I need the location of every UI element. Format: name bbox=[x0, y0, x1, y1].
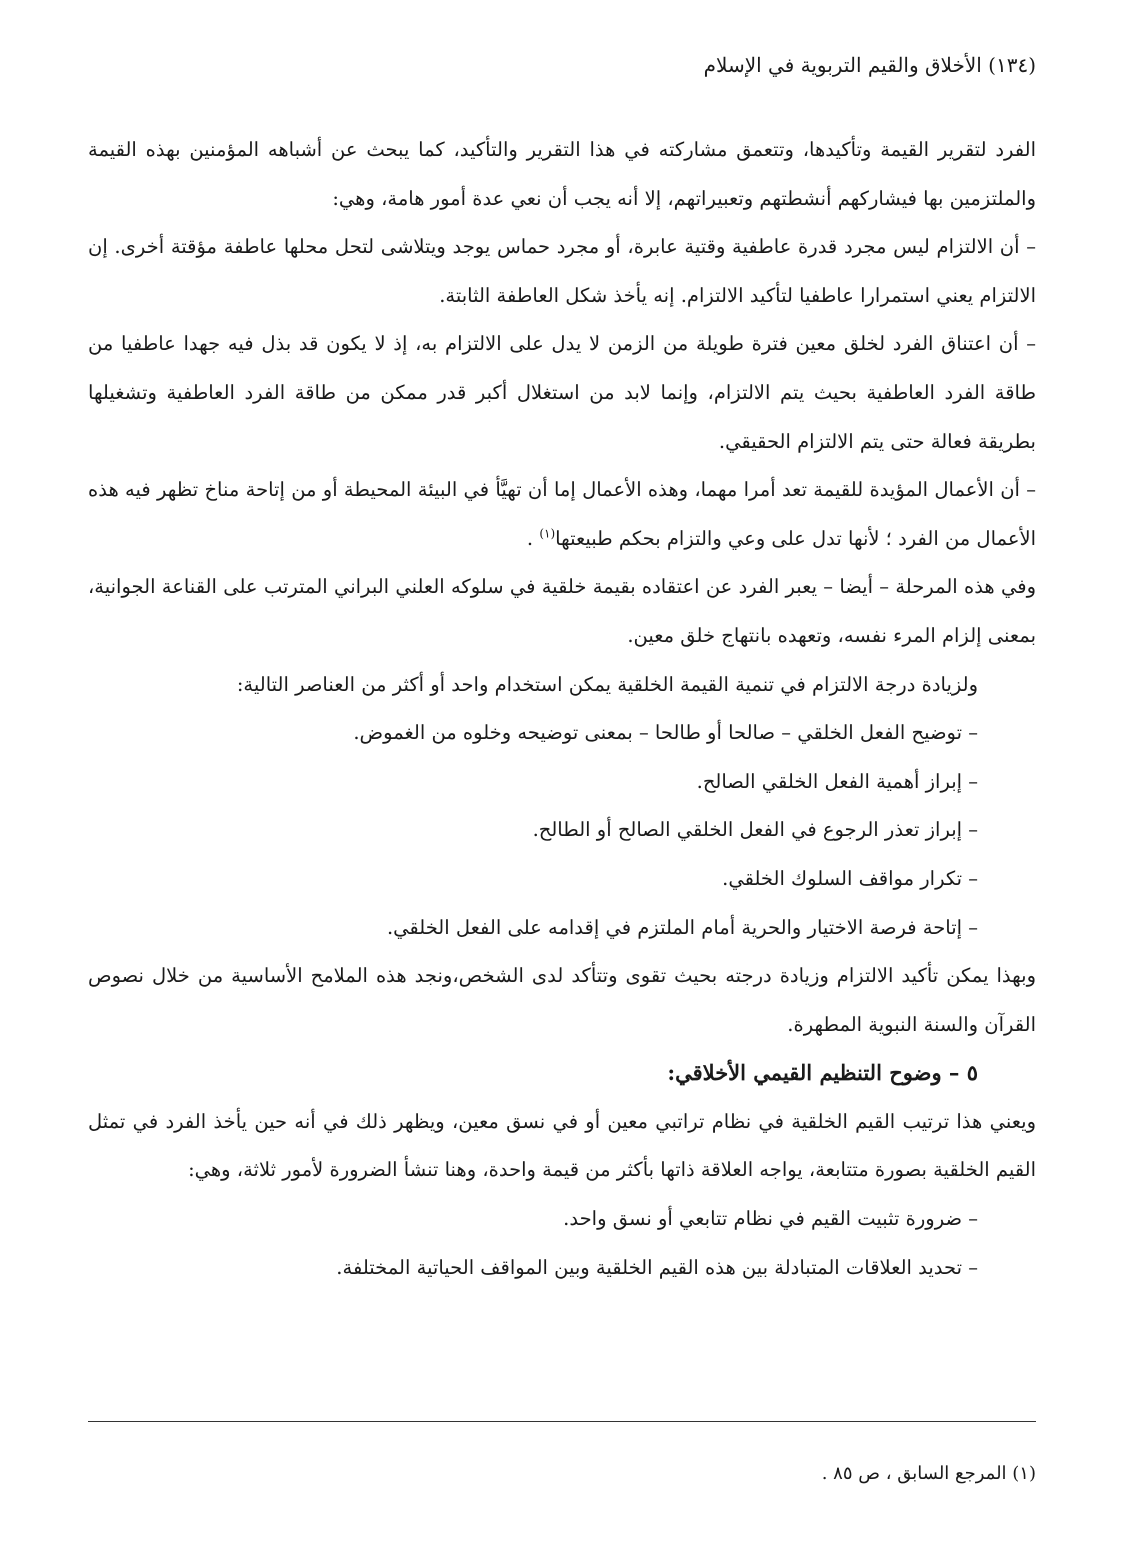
footnote-divider bbox=[88, 1421, 1036, 1422]
running-header bbox=[704, 50, 1036, 80]
list-item: – ضرورة تثبيت القيم في نظام تتابعي أو نسق واحد. bbox=[563, 1207, 978, 1231]
body-text bbox=[88, 126, 1036, 1292]
paragraph: ويعني هذا ترتيب القيم الخلقية في نظام تراتبي معين أو في نسق معين، ويظهر ذلك في أنه حين يأخذ الفرد في تمثل القيم الخلقية بصورة متتابعة، يواجه العلاقة ذاتها بأكثر من قيمة واحدة، وهنا تنشأ الضرورة لأمور ثلاثة، وهي: bbox=[88, 1109, 1036, 1182]
paragraph: ولزيادة درجة الالتزام في تنمية القيمة الخلقية يمكن استخدام واحد أو أكثر من العناصر التالية: bbox=[236, 672, 978, 696]
list-item: – تحديد العلاقات المتبادلة بين هذه القيم الخلقية وبين المواقف الحياتية المختلفة. bbox=[336, 1255, 978, 1279]
book-title: الأخلاق والقيم التربوية في الإسلام bbox=[703, 53, 982, 77]
sentence-period: . bbox=[526, 526, 534, 550]
footnote-reference: (١) bbox=[539, 526, 556, 541]
list-item: – إتاحة فرصة الاختيار والحرية أمام الملتزم في إقدامه على الفعل الخلقي. bbox=[386, 915, 978, 939]
section-heading: ٥ – وضوح التنظيم القيمي الأخلاقي: bbox=[667, 1060, 978, 1086]
bullet-paragraph: – أن الالتزام ليس مجرد قدرة عاطفية وقتية عابرة، أو مجرد حماس يوجد ويتلاشى لتحل محلها عاطفة مؤقتة أخرى. إن الالتزام يعني استمرارا عاطفيا لتأكيد الالتزام. إنه يأخذ شكل العاطفة الثابتة. bbox=[88, 235, 1036, 307]
paragraph: وفي هذه المرحلة – أيضا – يعبر الفرد عن اعتقاده بقيمة خلقية في سلوكه العلني البراني المترتب على القناعة الجوانية، بمعنى إلزام المرء نفسه، وتعهده بانتهاج خلق معين. bbox=[88, 575, 1036, 647]
footnote: (١) المرجع السابق ، ص ٨٥ . bbox=[821, 1463, 1036, 1484]
list-item: – تكرار مواقف السلوك الخلقي. bbox=[722, 866, 978, 890]
paragraph: الفرد لتقرير القيمة وتأكيدها، وتتعمق مشاركته في هذا التقرير والتأكيد، كما يبحث عن أشباهه المؤمنين بهذه القيمة والملتزمين بها فيشاركهم أنشطتهم وتعبيراتهم، إلا أنه يجب أن نعي عدة أمور هامة، وهي: bbox=[88, 138, 1036, 210]
bullet-paragraph bbox=[88, 466, 1036, 563]
list-item: – إبراز أهمية الفعل الخلقي الصالح. bbox=[696, 769, 978, 793]
paragraph: وبهذا يمكن تأكيد الالتزام وزيادة درجته بحيث تقوى وتتأكد لدى الشخص،ونجد هذه الملامح الأساسية من خلال نصوص القرآن والسنة النبوية المطهرة. bbox=[88, 964, 1036, 1036]
page-number: (١٣٤) bbox=[988, 53, 1036, 77]
list-item: – توضيح الفعل الخلقي – صالحا أو طالحا – بمعنى توضيحه وخلوه من الغموض. bbox=[353, 721, 978, 745]
list-item: – إبراز تعذر الرجوع في الفعل الخلقي الصالح أو الطالح. bbox=[532, 818, 978, 842]
paragraph-text: – أن الأعمال المؤيدة للقيمة تعد أمرا مهما، وهذه الأعمال إما أن تهيَّأ في البيئة المحيطة أو من إتاحة مناخ تظهر فيه هذه الأعمال من الفرد ؛ لأنها تدل على وعي والتزام بحكم طبيعتها bbox=[88, 478, 1036, 550]
bullet-paragraph: – أن اعتناق الفرد لخلق معين فترة طويلة من الزمن لا يدل على الالتزام به، إذ لا يكون قد بذل فيه جهدا عاطفيا من طاقة الفرد العاطفية بحيث يتم الالتزام، وإنما لابد من استغلال أكبر قدر ممكن من طاقة الفرد العاطفية وتشغيلها بطريقة فعالة حتى يتم الالتزام الحقيقي. bbox=[88, 332, 1036, 453]
